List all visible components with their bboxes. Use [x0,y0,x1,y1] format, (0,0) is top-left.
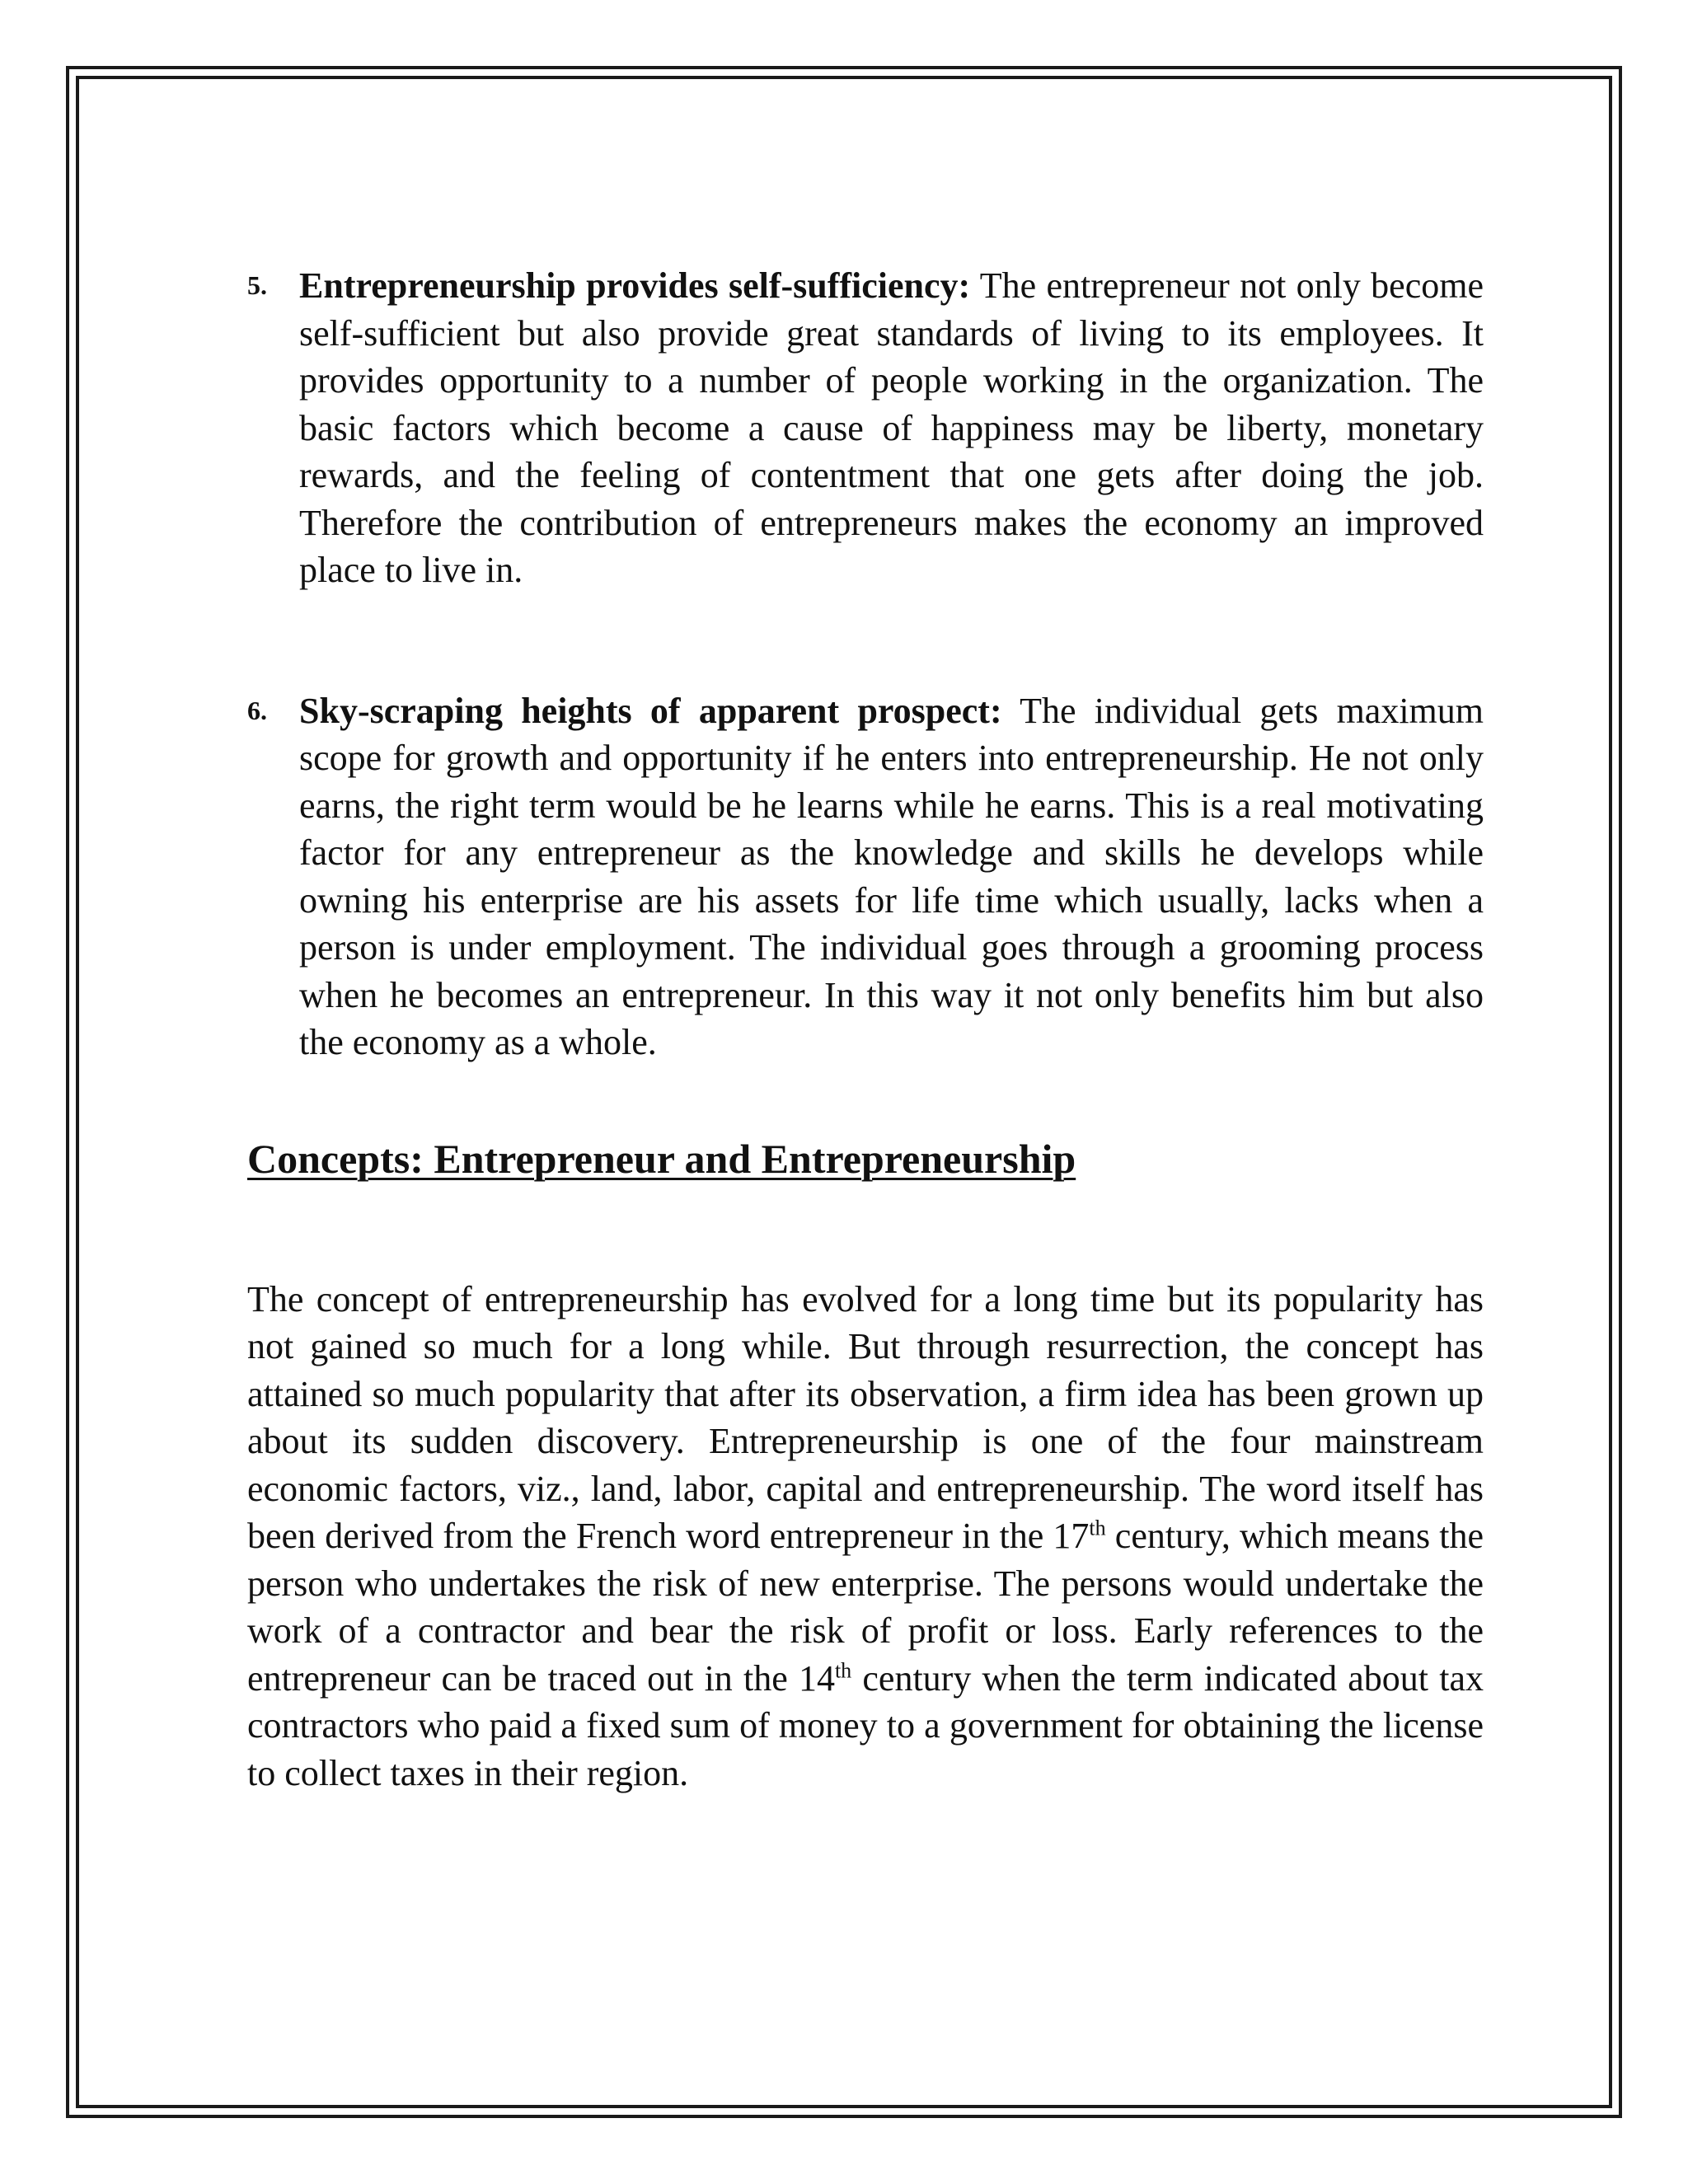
list-item-text: The entrepreneur not only become self-sufficient but also provide great standards of living to its employees. It provides opportunity to a number of people working in the organization. The basic factors which become a cause of happiness may be liberty, monetary rewards, and the feeling of contentment that one gets after doing the job. Therefore the contribution of entrepreneurs makes the economy an improved place to live in. [299,265,1484,590]
list-item-number: 5. [247,270,267,300]
paragraph-text: century, which means the person who undertakes the risk of new enterprise. The persons would undertake the work of a contractor and bear the risk of profit or loss. Early references to the entrepreneur can be traced out in the 14 [247,1516,1484,1699]
body-paragraph [247,1276,1484,1797]
list-item-6 [247,687,1484,1066]
list-item-number: 6. [247,695,267,725]
list-item-text: The individual gets maximum scope for growth and opportunity if he enters into entrepreneurship. He not only earns, the right term would be he learns while he earns. This is a real motivating factor for any entrepreneur as the knowledge and skills he develops while owning his enterprise are his assets for life time which usually, lacks when a person is under employment. The individual goes through a grooming process when he becomes an entrepreneur. In this way it not only benefits him but also the economy as a whole. [299,690,1484,1062]
list-item-title: Sky-scraping heights of apparent prospect: [299,690,1002,731]
section-heading: Concepts: Entrepreneur and Entrepreneurship [247,1135,1076,1182]
list-item-5 [247,262,1484,594]
superscript: th [1089,1516,1106,1540]
page-content [247,262,1484,1797]
list-item-title: Entrepreneurship provides self-sufficiency: [299,265,971,306]
paragraph-text: century when the term indicated about tax contractors who paid a fixed sum of money to a government for obtaining the license to collect taxes in their region. [247,1657,1484,1793]
superscript: th [834,1657,852,1682]
paragraph-text: The concept of entrepreneurship has evolved for a long time but its popularity has not gained so much for a long while. But through resurrection, the concept has attained so much popularity that after its observation, a firm idea has been grown up about its sudden discovery. Entrepreneurship is one of the four mainstream economic factors, viz., land, labor, capital and entrepreneurship. The word itself has been derived from the French word entrepreneur in the 17 [247,1278,1484,1556]
